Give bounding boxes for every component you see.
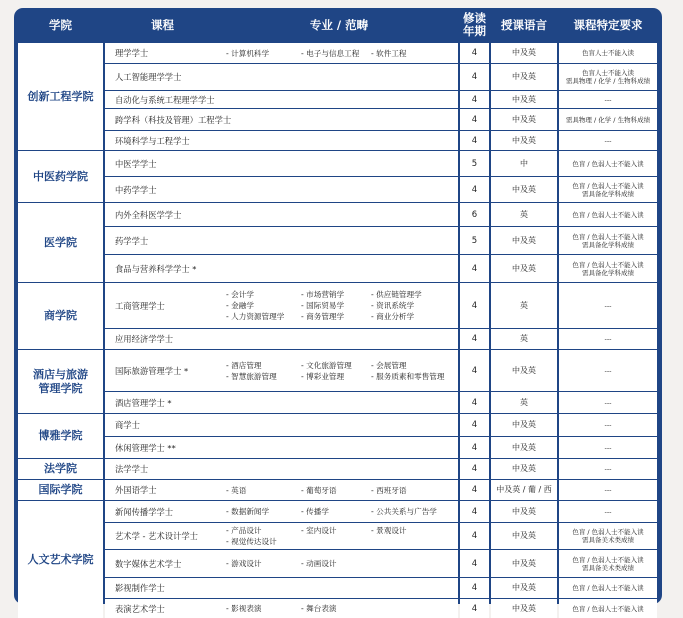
course-name: 药学学士 <box>115 236 149 246</box>
course-name: 环境科学与工程学士 <box>115 136 190 146</box>
course-cell <box>105 414 458 436</box>
duration-cell: 4 <box>460 64 489 90</box>
course-cell <box>105 227 458 254</box>
major-item: - 商业分析学 <box>371 312 415 321</box>
course-name: 休闲管理学士 ** <box>115 443 176 453</box>
requirement-cell: --- <box>559 480 657 500</box>
major-item: - 金融学 <box>226 301 254 310</box>
major-item: - 供应链管理学 <box>371 290 422 299</box>
course-name: 国际旅游管理学士 * <box>115 366 189 376</box>
course-name: 商学士 <box>115 420 140 430</box>
school-name: 法学院 <box>18 459 103 479</box>
major-item: - 服务质素和零售管理 <box>371 372 445 381</box>
major-item: - 英语 <box>226 486 247 495</box>
requirement-cell: --- <box>559 91 657 108</box>
major-item: - 西班牙语 <box>371 486 407 495</box>
duration-cell: 6 <box>460 203 489 226</box>
course-cell <box>105 437 458 458</box>
requirement-cell: 色盲 / 色弱人士不能入读 需具备美术类成绩 <box>559 523 657 549</box>
major-item: - 文化旅游管理 <box>301 361 352 370</box>
duration-cell: 4 <box>460 578 489 598</box>
course-cell <box>105 131 458 150</box>
language-cell: 中及英 <box>491 177 557 202</box>
language-cell: 中及英 <box>491 43 557 63</box>
course-cell <box>105 459 458 479</box>
school-name: 国际学院 <box>18 480 103 500</box>
language-cell: 中及英 <box>491 523 557 549</box>
school-name: 商学院 <box>18 283 103 349</box>
course-cell <box>105 283 458 328</box>
major-item: - 舞台表演 <box>301 604 337 613</box>
course-cell <box>105 578 458 598</box>
duration-cell: 4 <box>460 91 489 108</box>
requirement-cell: --- <box>559 414 657 436</box>
major-item: - 智慧旅游管理 <box>226 372 277 381</box>
requirement-cell: --- <box>559 350 657 391</box>
header-duration: 修读 年期 <box>463 11 486 38</box>
course-name: 法学学士 <box>115 464 149 474</box>
requirement-cell: --- <box>559 392 657 413</box>
course-cell <box>105 501 458 522</box>
course-cell <box>105 43 458 63</box>
language-cell: 中及英 <box>491 350 557 391</box>
course-name: 食品与营养科学学士 * <box>115 264 197 274</box>
duration-cell: 4 <box>460 350 489 391</box>
school-name: 中医药学院 <box>18 151 103 202</box>
school-name: 博雅学院 <box>18 414 103 458</box>
major-item: - 视觉传达设计 <box>226 537 277 546</box>
major-item: - 室内设计 <box>301 526 337 535</box>
requirement-cell: 色盲人士不能入读 <box>559 43 657 63</box>
language-cell: 中及英 <box>491 578 557 598</box>
header-language: 授课语言 <box>501 17 547 32</box>
course-name: 中药学学士 <box>115 185 157 195</box>
duration-cell: 4 <box>460 255 489 282</box>
major-item: - 游戏设计 <box>226 559 262 568</box>
course-name: 跨学科（科技及管理）工程学士 <box>115 115 232 125</box>
header-school: 学院 <box>49 17 72 32</box>
requirement-cell: 色盲 / 色弱人士不能入读 <box>559 151 657 176</box>
course-name: 新闻传播学学士 <box>115 507 174 517</box>
major-item: - 人力资源管理学 <box>226 312 285 321</box>
course-cell <box>105 109 458 130</box>
language-cell: 中 <box>491 151 557 176</box>
programme-table <box>14 8 662 614</box>
major-item: - 公共关系与广告学 <box>371 507 437 516</box>
duration-cell: 4 <box>460 480 489 500</box>
course-name: 应用经济学学士 <box>115 334 174 344</box>
requirement-cell: 色盲 / 色弱人士不能入读 需具备化学科成绩 <box>559 255 657 282</box>
major-item: - 商务管理学 <box>301 312 345 321</box>
major-item: - 数据新闻学 <box>226 507 270 516</box>
duration-cell: 4 <box>460 414 489 436</box>
course-cell <box>105 255 458 282</box>
language-cell: 英 <box>491 283 557 328</box>
requirement-cell: --- <box>559 283 657 328</box>
course-name: 外国语学士 <box>115 485 157 495</box>
course-name: 艺术学 - 艺术设计学士 <box>115 531 198 541</box>
major-item: - 电子与信息工程 <box>301 49 360 58</box>
language-cell: 中及英 <box>491 131 557 150</box>
course-name: 数字媒体艺术学士 <box>115 559 182 569</box>
language-cell: 中及英 <box>491 64 557 90</box>
course-cell <box>105 350 458 391</box>
requirement-cell: --- <box>559 501 657 522</box>
course-cell <box>105 599 458 618</box>
duration-cell: 4 <box>460 523 489 549</box>
course-cell <box>105 203 458 226</box>
language-cell: 中及英 <box>491 599 557 618</box>
duration-cell: 4 <box>460 43 489 63</box>
course-name: 人工智能理学学士 <box>115 72 182 82</box>
course-cell <box>105 480 458 500</box>
course-name: 表演艺术学士 <box>115 604 165 614</box>
major-item: - 葡萄牙语 <box>301 486 337 495</box>
language-cell: 中及英 <box>491 255 557 282</box>
requirement-cell: 色盲 / 色弱人士不能入读 <box>559 578 657 598</box>
course-cell <box>105 523 458 549</box>
requirement-cell: 色盲 / 色弱人士不能入读 <box>559 599 657 618</box>
school-name: 人文艺术学院 <box>18 501 103 618</box>
school-name: 创新工程学院 <box>18 43 103 150</box>
major-item: - 市场营销学 <box>301 290 345 299</box>
requirement-cell: 需具物理 / 化学 / 生物科成绩 <box>559 109 657 130</box>
course-cell <box>105 329 458 349</box>
language-cell: 英 <box>491 392 557 413</box>
language-cell: 中及英 <box>491 501 557 522</box>
duration-cell: 4 <box>460 283 489 328</box>
requirement-cell: --- <box>559 459 657 479</box>
major-item: - 博彩业管理 <box>301 372 345 381</box>
course-name: 内外全科医学学士 <box>115 210 182 220</box>
course-name: 酒店管理学士 * <box>115 398 172 408</box>
major-item: - 资讯系统学 <box>371 301 415 310</box>
requirement-cell: 色盲 / 色弱人士不能入读 <box>559 203 657 226</box>
language-cell: 中及英 <box>491 227 557 254</box>
major-item: - 国际贸易学 <box>301 301 345 310</box>
requirement-cell: 色盲 / 色弱人士不能入读 需具备化学科成绩 <box>559 177 657 202</box>
header-majors: 专业 / 范畴 <box>309 17 369 32</box>
duration-cell: 4 <box>460 550 489 577</box>
duration-cell: 4 <box>460 177 489 202</box>
school-name: 医学院 <box>18 203 103 282</box>
duration-cell: 5 <box>460 151 489 176</box>
course-name: 中医学学士 <box>115 159 157 169</box>
major-item: - 会展管理 <box>371 361 407 370</box>
language-cell: 中及英 / 葡 / 西 <box>491 480 557 500</box>
course-name: 影视制作学士 <box>115 583 165 593</box>
major-item: - 计算机科学 <box>226 49 270 58</box>
header-course: 课程 <box>151 17 174 32</box>
course-cell <box>105 91 458 108</box>
duration-cell: 5 <box>460 227 489 254</box>
duration-cell: 4 <box>460 459 489 479</box>
requirement-cell: --- <box>559 437 657 458</box>
duration-cell: 4 <box>460 501 489 522</box>
header-requirement: 课程特定要求 <box>573 17 643 32</box>
course-cell <box>105 550 458 577</box>
language-cell: 英 <box>491 203 557 226</box>
course-cell <box>105 177 458 202</box>
table-body <box>14 42 662 614</box>
language-cell: 中及英 <box>491 437 557 458</box>
major-item: - 软件工程 <box>371 49 407 58</box>
requirement-cell: 色盲人士不能入读 需具物理 / 化学 / 生物科成绩 <box>559 64 657 90</box>
course-name: 工商管理学士 <box>115 301 165 311</box>
language-cell: 中及英 <box>491 550 557 577</box>
duration-cell: 4 <box>460 109 489 130</box>
requirement-cell: --- <box>559 329 657 349</box>
table-header <box>14 8 662 42</box>
duration-cell: 4 <box>460 329 489 349</box>
language-cell: 英 <box>491 329 557 349</box>
language-cell: 中及英 <box>491 459 557 479</box>
major-item: - 动画设计 <box>301 559 337 568</box>
course-cell <box>105 392 458 413</box>
language-cell: 中及英 <box>491 109 557 130</box>
requirement-cell: --- <box>559 131 657 150</box>
duration-cell: 4 <box>460 599 489 618</box>
duration-cell: 4 <box>460 392 489 413</box>
school-name: 酒店与旅游 管理学院 <box>18 350 103 413</box>
course-name: 自动化与系统工程理学学士 <box>115 95 215 105</box>
major-item: - 传播学 <box>301 507 329 516</box>
major-item: - 影视表演 <box>226 604 262 613</box>
requirement-cell: 色盲 / 色弱人士不能入读 需具备美术类成绩 <box>559 550 657 577</box>
duration-cell: 4 <box>460 437 489 458</box>
course-cell <box>105 151 458 176</box>
duration-cell: 4 <box>460 131 489 150</box>
course-cell <box>105 64 458 90</box>
language-cell: 中及英 <box>491 91 557 108</box>
major-item: - 会计学 <box>226 290 254 299</box>
requirement-cell: 色盲 / 色弱人士不能入读 需具备化学科成绩 <box>559 227 657 254</box>
course-name: 理学学士 <box>115 48 149 58</box>
major-item: - 产品设计 <box>226 526 262 535</box>
major-item: - 景观设计 <box>371 526 407 535</box>
major-item: - 酒店管理 <box>226 361 262 370</box>
language-cell: 中及英 <box>491 414 557 436</box>
